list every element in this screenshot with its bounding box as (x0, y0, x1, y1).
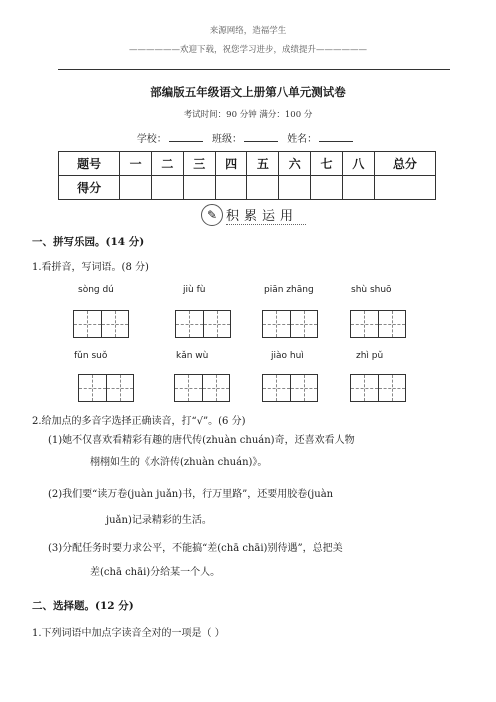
q2-item-3-line1: (3)分配任务时要力求公平，不能搞“差(chā chāi)别待遇”，总把美 (48, 543, 343, 554)
name-label: 姓名： (287, 134, 318, 145)
q2-item-2-line2: juǎn)记录精彩的生活。 (106, 515, 212, 526)
writing-grid[interactable] (262, 374, 318, 402)
writing-grid[interactable] (175, 310, 231, 338)
q2-item-2 (48, 484, 468, 532)
question1-text: 1.看拼音，写词语。(8 分) (32, 262, 149, 273)
score-table (58, 151, 436, 200)
header-rule (58, 69, 450, 70)
score-table-score-row (59, 176, 436, 200)
student-info-fields (0, 130, 496, 145)
q2-item-1-line1: (1)她不仅喜欢看精彩有趣的唐代传(zhuàn chuán)奇，还喜欢看人物 (48, 435, 355, 446)
q2-item-1 (48, 430, 468, 474)
score-cell[interactable] (247, 176, 279, 200)
pinyin-label: jiù fù (183, 285, 206, 295)
score-header-cell: 一 (120, 152, 152, 176)
pinyin-label: jiào huì (271, 351, 304, 361)
writing-grid[interactable] (78, 374, 134, 402)
question2-text: 2.给加点的多音字选择正确读音，打“√”。(6 分) (32, 416, 246, 427)
pen-paper-icon: ✎ (201, 204, 223, 226)
pinyin-label: shù shuō (351, 285, 392, 295)
score-cell[interactable] (342, 176, 374, 200)
school-blank[interactable] (169, 131, 203, 142)
score-table-header-row (59, 152, 436, 176)
section-banner (201, 203, 311, 227)
page-title: 部编版五年级语文上册第八单元测试卷 (150, 85, 346, 99)
score-header-cell: 二 (152, 152, 184, 176)
q2-item-2-line1: (2)我们要“读万卷(juàn juǎn)书，行万里路”，还要用胶卷(juàn (48, 489, 334, 500)
section2-heading: 二、选择题。(12 分) (32, 600, 134, 612)
score-header-cell: 五 (247, 152, 279, 176)
pinyin-label: kǎn wù (176, 351, 209, 361)
writing-grid[interactable] (262, 310, 318, 338)
score-header-cell: 总分 (374, 152, 435, 176)
q2-item-3 (48, 538, 468, 584)
writing-grid[interactable] (73, 310, 129, 338)
score-cell[interactable] (183, 176, 215, 200)
banner-text: 积累运用 (226, 209, 299, 224)
writing-grid[interactable] (350, 310, 406, 338)
score-cell[interactable] (152, 176, 184, 200)
score-header-cell: 三 (183, 152, 215, 176)
writing-grid[interactable] (174, 374, 230, 402)
exam-meta: 考试时间：90 分钟 满分：100 分 (183, 110, 313, 120)
score-cell[interactable] (279, 176, 311, 200)
pinyin-label: fǔn suǒ (74, 351, 108, 361)
q2-item-3-line2: 差(chā chāi)分给某一个人。 (90, 567, 221, 578)
score-header-cell: 七 (311, 152, 343, 176)
score-header-cell: 六 (279, 152, 311, 176)
score-row-label: 得分 (59, 176, 120, 200)
q2-item-1-line2: 栩栩如生的《水浒传(zhuàn chuán)》。 (90, 457, 268, 468)
pinyin-label: piān zhānɡ (264, 285, 314, 295)
score-header-cell: 题号 (59, 152, 120, 176)
score-cell[interactable] (311, 176, 343, 200)
banner-underline (226, 224, 306, 225)
score-cell[interactable] (215, 176, 247, 200)
source-header: 来源网络，造福学生 (209, 26, 287, 36)
section2-question1: 1.下列词语中加点字读音全对的一项是（ ） (32, 628, 225, 639)
section1-heading: 一、拼写乐园。(14 分) (32, 236, 145, 248)
school-label: 学校： (136, 134, 167, 145)
score-cell[interactable] (374, 176, 435, 200)
score-cell[interactable] (120, 176, 152, 200)
welcome-header: ——————欢迎下载，祝您学习进步，成绩提升—————— (128, 45, 367, 55)
class-blank[interactable] (244, 131, 278, 142)
pinyin-label: sònɡ dú (78, 285, 114, 295)
name-blank[interactable] (319, 131, 353, 142)
writing-grid[interactable] (350, 374, 406, 402)
score-header-cell: 四 (215, 152, 247, 176)
class-label: 班级： (212, 134, 242, 145)
pinyin-label: zhì pǔ (356, 351, 384, 361)
score-header-cell: 八 (342, 152, 374, 176)
